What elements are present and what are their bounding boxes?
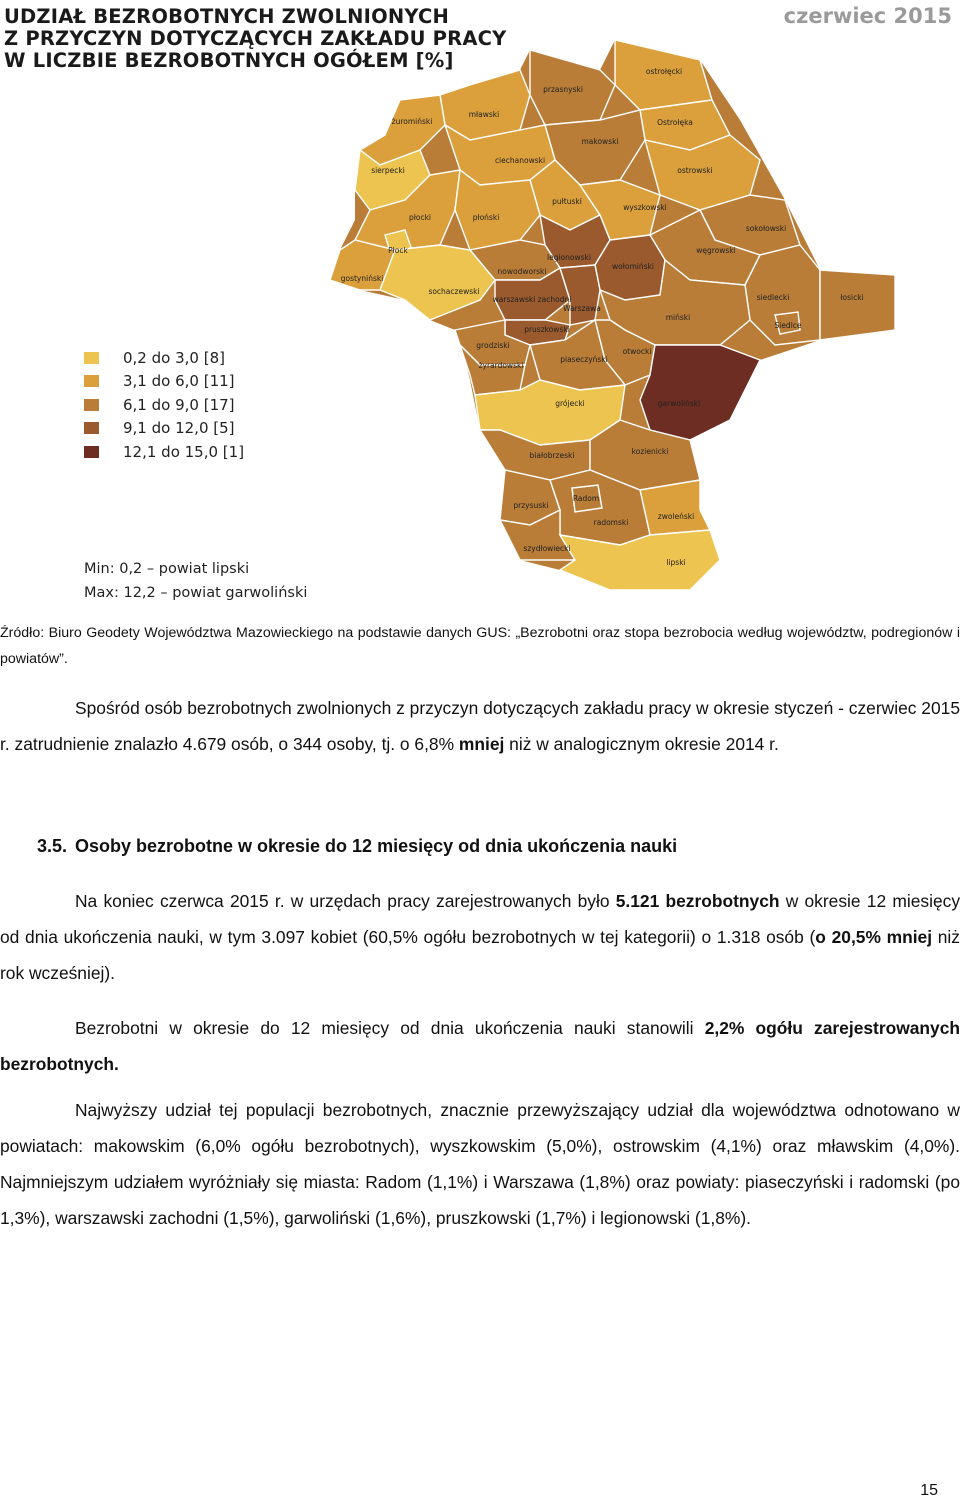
map-title-line: Z PRZYCZYN DOTYCZĄCYCH ZAKŁADU PRACY xyxy=(4,27,507,50)
legend-label: 3,1 do 6,0 [11] xyxy=(123,372,235,391)
section-title: Osoby bezrobotne w okresie do 12 miesięcy od dnia ukończenia nauki xyxy=(75,836,678,856)
label-ciechanowski: ciechanowski xyxy=(494,156,546,165)
label-kozienicki: kozienicki xyxy=(631,447,669,456)
legend-swatch xyxy=(84,352,99,364)
para1-text: Spośród osób bezrobotnych zwolnionych z przyczyn dotyczących zakładu pracy w okresie styczeń - czerwiec 2015 r. zatrudnienie znalazło 4.679 osób, o 344 osoby, tj. o 6,8% xyxy=(0,698,960,754)
label-plocki: płocki xyxy=(408,213,432,222)
label-sokolowski: sokołowski xyxy=(745,224,787,233)
label-minski: miński xyxy=(665,313,691,322)
para1-bold: mniej xyxy=(458,734,505,754)
county-lipski xyxy=(560,530,720,590)
map-title xyxy=(4,6,506,72)
legend-item xyxy=(84,393,244,417)
para3-text: Bezrobotni w okresie do 12 miesięcy od dnia ukończenia nauki stanowili xyxy=(75,1018,705,1038)
para2-text: Na koniec czerwca 2015 r. w urzędach pracy zarejestrowanych było xyxy=(75,891,616,911)
county-zwolenski xyxy=(640,480,710,535)
label-losicki: łosicki xyxy=(840,293,864,302)
legend-label: 0,2 do 3,0 [8] xyxy=(123,348,225,367)
para2-text-mid: w okresie 12 miesięcy od dnia ukończenia nauki, w tym 3.097 kobiet (60,5% ogółu bezrobotnych w tej kategorii) o 1.318 osób ( xyxy=(0,891,960,947)
legend-swatch xyxy=(84,399,99,411)
label-wegrowski: węgrowski xyxy=(696,246,736,255)
map-legend xyxy=(84,346,244,464)
label-piaseczynski: piaseczyński xyxy=(560,355,608,364)
para1-text-end: niż w analogicznym okresie 2014 r. xyxy=(504,734,779,754)
label-przysuski: przysuski xyxy=(513,501,549,510)
label-przasnyski: przasnyski xyxy=(543,85,583,94)
legend-item xyxy=(84,417,244,441)
label-wyszkowski: wyszkowski xyxy=(623,203,667,212)
label-mlawski: mławski xyxy=(468,110,500,119)
label-plock: Płock xyxy=(388,246,408,255)
label-siedlce: Siedlce xyxy=(774,321,802,330)
legend-swatch xyxy=(84,422,99,434)
label-wolominski: wołomiński xyxy=(612,262,654,271)
label-grojecki: grójecki xyxy=(555,399,585,408)
section-number: 3.5. xyxy=(37,836,68,856)
page-number: 15 xyxy=(920,1482,938,1499)
legend-swatch xyxy=(84,446,99,458)
label-grodziski: grodziski xyxy=(476,341,510,350)
label-zurominski: żuromiński xyxy=(391,117,433,126)
label-plonski: płoński xyxy=(472,213,500,222)
map-title-line: W LICZBIE BEZROBOTNYCH OGÓŁEM [%] xyxy=(4,49,454,72)
mazowieckie-map xyxy=(0,0,960,612)
paragraph-4 xyxy=(0,1092,960,1236)
county-losicki xyxy=(820,270,895,340)
label-sierpecki: sierpecki xyxy=(371,166,405,175)
paragraph-2 xyxy=(0,883,960,991)
map-max-text: Max: 12,2 – powiat garwoliński xyxy=(84,585,308,601)
label-garwolinski: garwoliński xyxy=(657,399,701,408)
label-warszawski-zachodni: warszawski zachodni xyxy=(492,295,572,304)
legend-item xyxy=(84,346,244,370)
legend-item xyxy=(84,370,244,394)
label-siedlecki: siedlecki xyxy=(756,293,790,302)
map-figure xyxy=(0,0,960,612)
label-ostrolecki: ostrołęcki xyxy=(645,67,683,76)
para3-bold: 2,2% ogółu zarejestrowanych bezrobotnych. xyxy=(0,1018,960,1074)
label-gostyninski: gostyniński xyxy=(340,274,384,283)
label-radom: Radom xyxy=(572,494,600,503)
map-date: czerwiec 2015 xyxy=(783,4,952,28)
legend-label: 12,1 do 15,0 [1] xyxy=(123,442,245,461)
map-title-line: UDZIAŁ BEZROBOTNYCH ZWOLNIONYCH xyxy=(4,5,450,28)
paragraph-3 xyxy=(0,1010,960,1082)
source-note: Źródło: Biuro Geodety Województwa Mazowieckiego na podstawie danych GUS: „Bezrobotni oraz stopa bezrobocia według województw, podregionów i powiatów”. xyxy=(0,625,960,667)
paragraph-1 xyxy=(0,690,960,762)
label-warszawa: Warszawa xyxy=(563,304,601,313)
legend-label: 6,1 do 9,0 [17] xyxy=(123,395,235,414)
map-min-text: Min: 0,2 – powiat lipski xyxy=(84,561,250,577)
label-zwolenski: zwoleński xyxy=(657,512,695,521)
section-heading xyxy=(0,828,677,864)
label-szydlowiecki: szydłowiecki xyxy=(523,544,571,553)
label-nowodworski: nowodworski xyxy=(497,267,547,276)
label-makowski: makowski xyxy=(581,137,619,146)
label-zyrardowski: żyrardowski xyxy=(478,361,524,370)
para2-text-end: niż rok wcześniej). xyxy=(0,927,960,983)
label-ostroleka: Ostrołęka xyxy=(657,118,693,127)
para2-bold: 5.121 bezrobotnych xyxy=(615,891,780,911)
label-otwocki: otwocki xyxy=(622,347,652,356)
label-ostrowski: ostrowski xyxy=(677,166,713,175)
label-bialobrzeski: białobrzeski xyxy=(529,451,575,460)
label-pultuski: pułtuski xyxy=(552,197,582,206)
map-minmax xyxy=(84,559,307,607)
para2-bold-2: o 20,5% mniej xyxy=(815,927,933,947)
legend-label: 9,1 do 12,0 [5] xyxy=(123,419,235,438)
label-radomski: radomski xyxy=(593,518,629,527)
label-pruszkowski: pruszkowski xyxy=(524,325,570,334)
legend-swatch xyxy=(84,375,99,387)
label-lipski: lipski xyxy=(666,558,686,567)
label-sochaczewski: sochaczewski xyxy=(428,287,480,296)
county-garwolinski xyxy=(640,345,760,440)
para4-text: Najwyższy udział tej populacji bezrobotnych, znacznie przewyższający udział dla województwa odnotowano w powiatach: makowskim (6,0% ogółu bezrobotnych), wyszkowskim (5,0%), ostrowskim (4,1%) oraz mławskim (4,0%). Najmniejszym udziałem wyróżniały się miasta: Radom (1,1%) i Warszawa (1,8%) oraz powiaty: piaseczyński i radomski (po 1,3%), warszawski zachodni (1,5%), garwoliński (1,6%), pruszkowski (1,7%) i legionowski (1,8%). xyxy=(0,1100,960,1228)
legend-item xyxy=(84,440,244,464)
label-legionowski: legionowski xyxy=(547,253,591,262)
